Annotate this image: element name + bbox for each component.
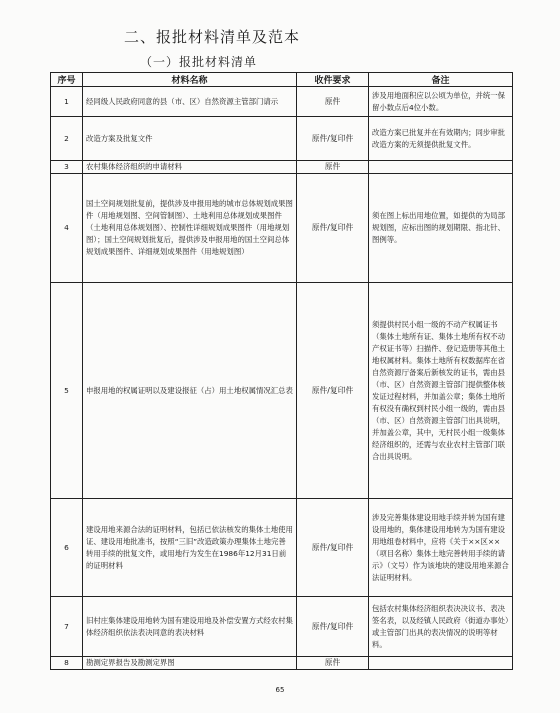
page-number: 65	[275, 686, 285, 694]
row-requirement: 原件	[297, 657, 369, 670]
materials-table	[50, 72, 513, 670]
row-note: 涉及用地面积应以公顷为单位，并统一保留小数点后4位小数。	[369, 87, 513, 117]
table-row	[51, 283, 513, 499]
row-note: 须提供村民小组一级的不动产权属证书（集体土地所有证、集体土地所有权不动产权证书等）扫描件、登记造册等其他土地权属材料。集体土地所有权数据库在省自然资源厅备案后新核发的证书，需由县（市、区）自然资源主管部门提供整体核发证过程材料，并加盖公章；集体土地所有权没有确权到村民小组一级的，需由县（市、区）自然资源主管部门出具说明，并加盖公章，其中，无村民小组一级集体经济组织的，还需与农业农村主管部门联合出具说明。	[369, 283, 513, 499]
subsection-heading: （一）报批材料清单	[140, 55, 258, 69]
row-no: 7	[51, 597, 83, 657]
row-note: 包括农村集体经济组织表决决议书、表决签名表，以及经镇人民政府（街道办事处）或主管部门出具的表决情况的说明等材料。	[369, 597, 513, 657]
row-requirement: 原件/复印件	[297, 597, 369, 657]
table-header-row	[51, 73, 513, 87]
row-note	[369, 161, 513, 174]
table-row	[51, 597, 513, 657]
table-row	[51, 499, 513, 597]
header-requirement: 收件要求	[297, 73, 369, 87]
row-no: 3	[51, 161, 83, 174]
table-row	[51, 174, 513, 283]
row-requirement: 原件/复印件	[297, 283, 369, 499]
row-note: 须在图上标出用地位置，如提供的为局部规划图，应标出图的规划期限、指北针、图例等。	[369, 174, 513, 283]
section-heading: 二、报批材料清单及范本	[124, 28, 301, 46]
row-note: 涉及完善集体建设用地手续并转为国有建设用地的，集体建设用地转为为国有建设用地组卷材料中，应将《关于××区××（项目名称）集体土地完善转用手续的请示》（文号）作为该地块的建设用地来源合法证明材料。	[369, 499, 513, 597]
row-name: 勘测定界报告及勘测定界图	[83, 657, 297, 670]
table-row	[51, 657, 513, 670]
row-requirement: 原件/复印件	[297, 499, 369, 597]
row-no: 2	[51, 117, 83, 161]
row-no: 6	[51, 499, 83, 597]
row-no: 4	[51, 174, 83, 283]
row-name: 建设用地来源合法的证明材料，包括已依法核发的集体土地使用证、建设用地批准书，按照“三旧”改造政策办理集体土地完善转用手续的批复文件，或用地行为发生在1986年12月31日前的证明材料	[83, 499, 297, 597]
header-name: 材料名称	[83, 73, 297, 87]
row-name: 经同级人民政府同意的县（市、区）自然资源主管部门请示	[83, 87, 297, 117]
row-requirement: 原件	[297, 87, 369, 117]
table-row	[51, 161, 513, 174]
row-no: 1	[51, 87, 83, 117]
row-no: 5	[51, 283, 83, 499]
row-no: 8	[51, 657, 83, 670]
row-name: 旧村庄集体建设用地转为国有建设用地及补偿安置方式经农村集体经济组织依法表决同意的表决材料	[83, 597, 297, 657]
row-requirement: 原件	[297, 161, 369, 174]
row-requirement: 原件/复印件	[297, 174, 369, 283]
row-note	[369, 657, 513, 670]
row-name: 农村集体经济组织的申请材料	[83, 161, 297, 174]
row-requirement: 原件/复印件	[297, 117, 369, 161]
row-name: 改造方案及批复文件	[83, 117, 297, 161]
header-no: 序号	[51, 73, 83, 87]
row-note: 改造方案已批复并在有效期内；同步审批改造方案的无须提供批复文件。	[369, 117, 513, 161]
table-row	[51, 117, 513, 161]
table-row	[51, 87, 513, 117]
row-name: 申报用地的权属证明以及建设报征（占）用土地权属情况汇总表	[83, 283, 297, 499]
row-name: 国土空间规划批复前，提供涉及申报用地的城市总体规划成果图件（用地规划图、空间管制图）、土地利用总体规划成果图件（土地利用总体规划图）、控制性详细规划成果图件（用地规划图）；国土空间规划批复后，提供涉及申报用地的国土空间总体规划成果图件、详细规划成果图件（用地规划图）	[83, 174, 297, 283]
header-note: 备注	[369, 73, 513, 87]
